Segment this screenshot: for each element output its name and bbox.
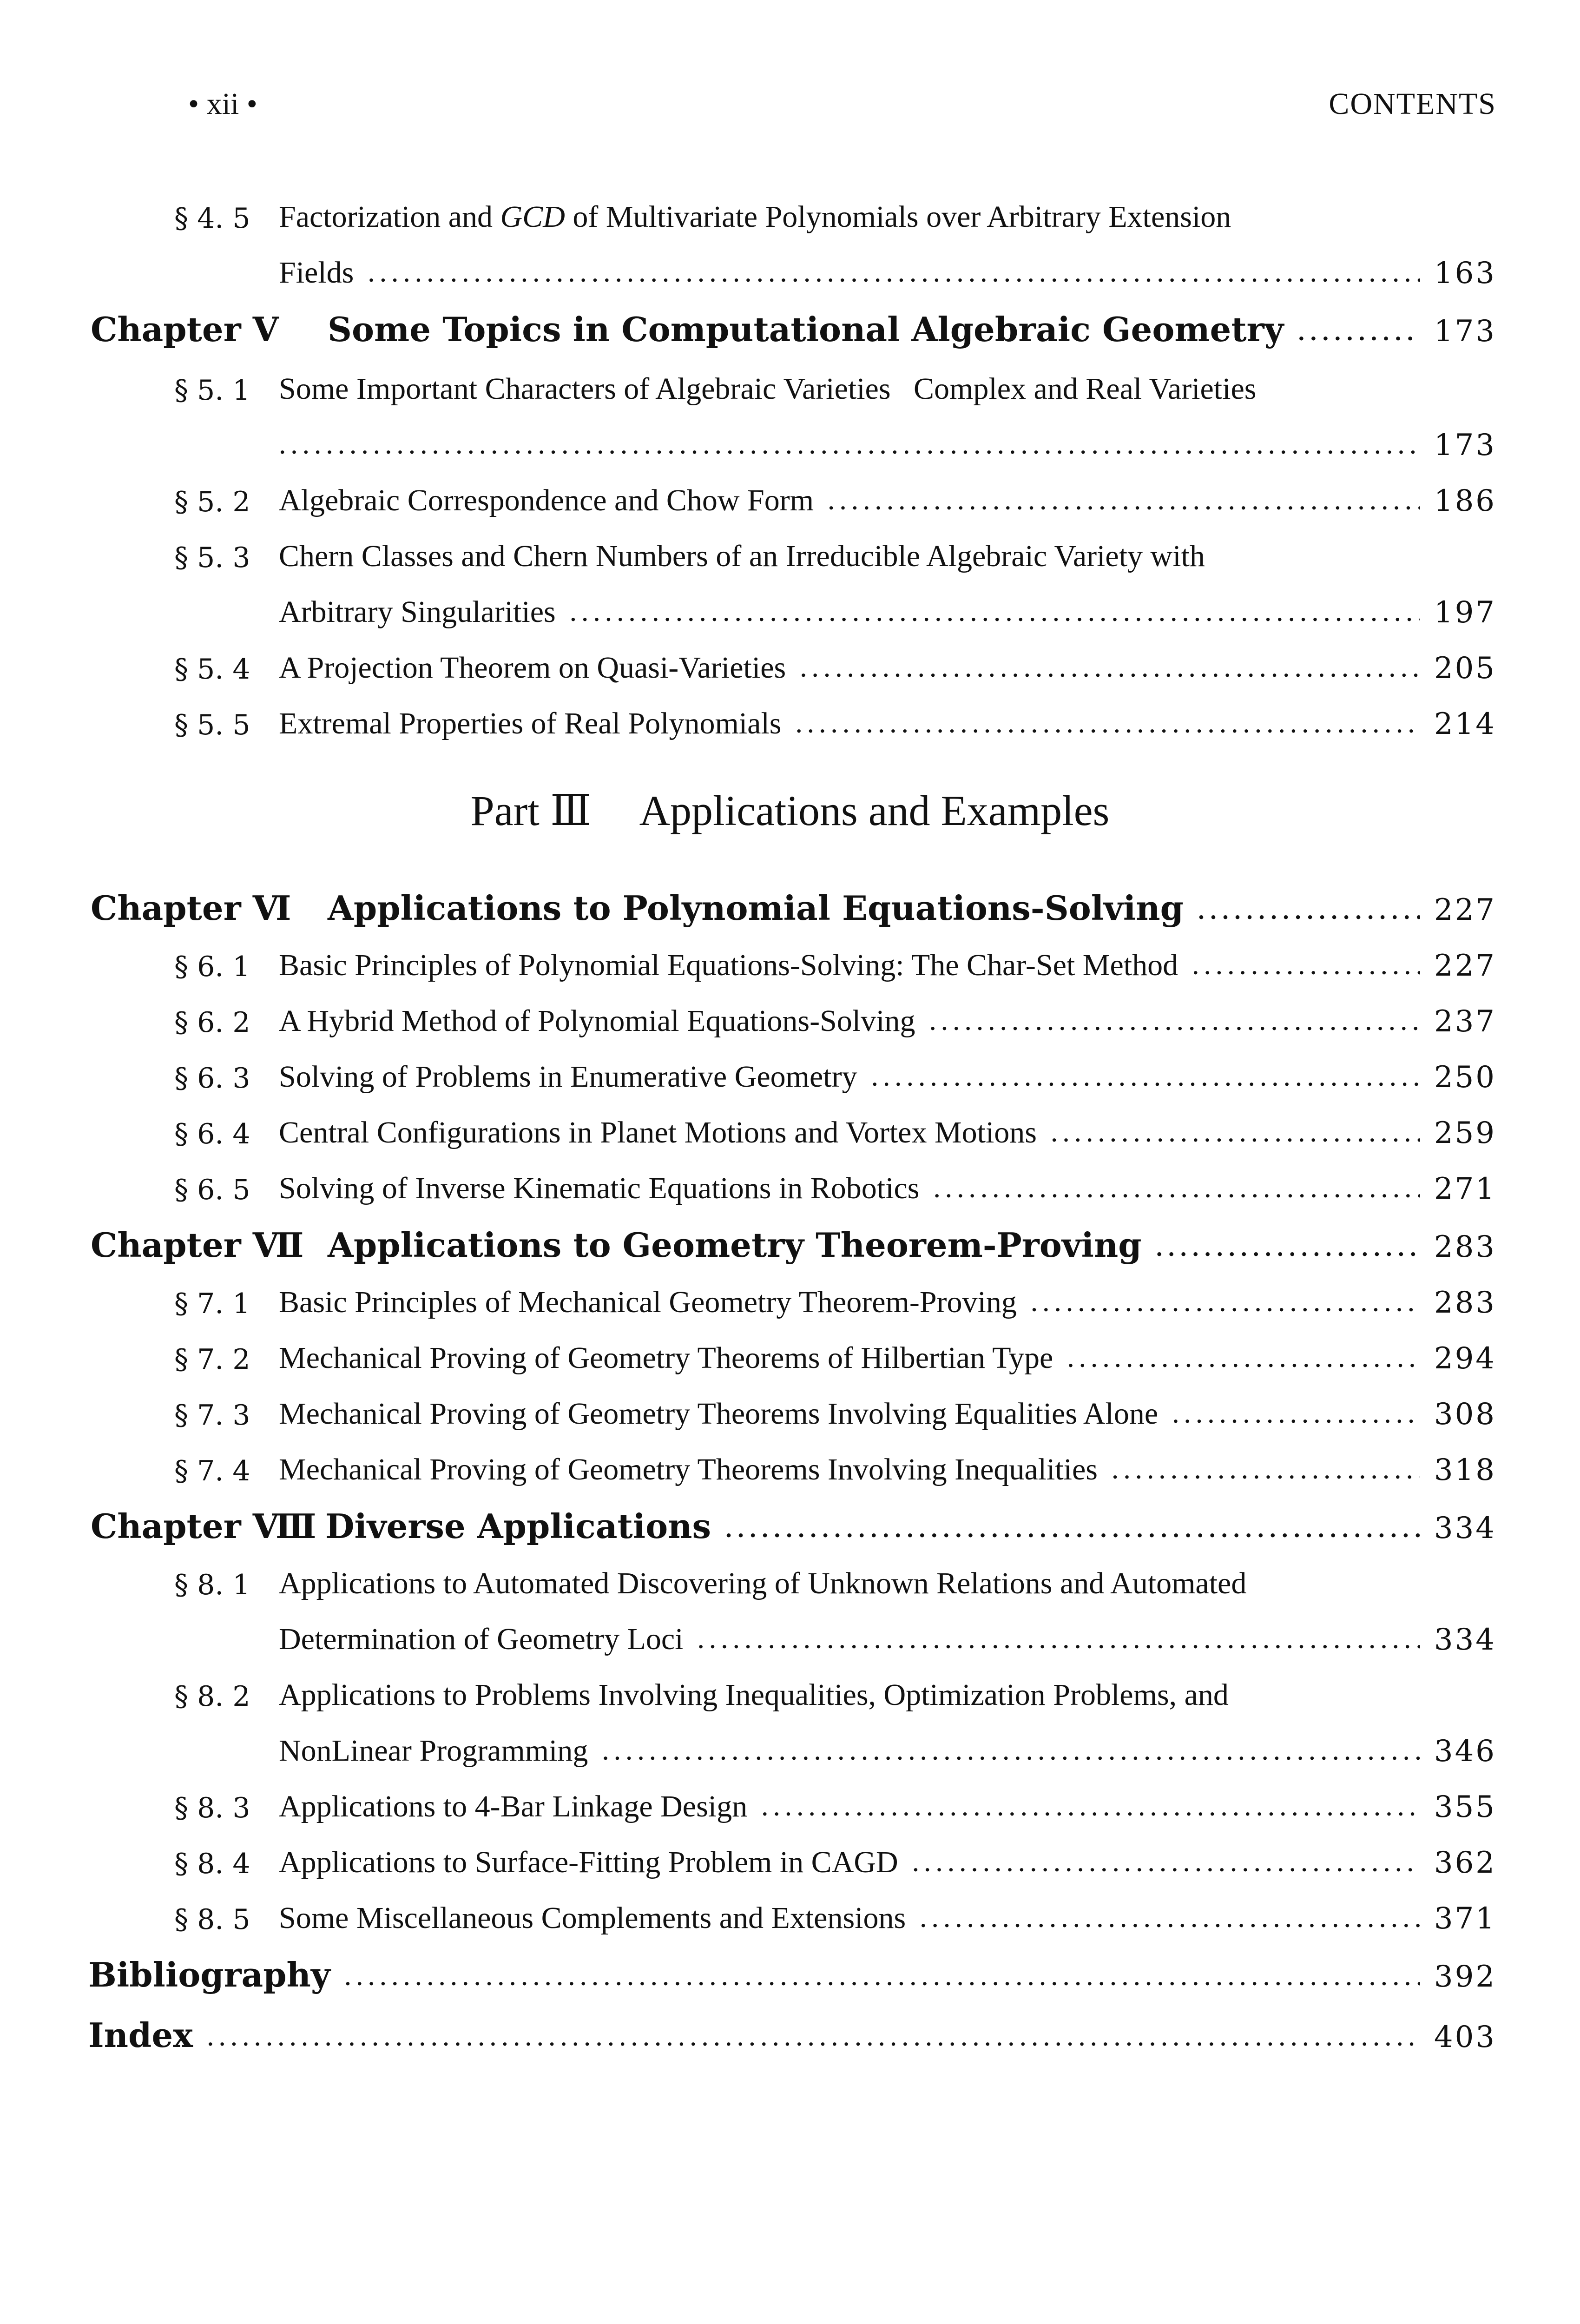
dot-leader <box>725 1515 1420 1543</box>
section-number: § 5. 5 <box>174 709 250 741</box>
page-ref: 271 <box>1434 1172 1496 1206</box>
dot-leader <box>602 1738 1420 1766</box>
chapter-number: Chapter Ⅴ <box>91 310 279 349</box>
chapter-number: Chapter Ⅵ <box>91 888 291 928</box>
toc-chapter-6[interactable] <box>91 874 1496 928</box>
toc-section-5-1[interactable] <box>174 353 1496 407</box>
page-ref: 250 <box>1434 1060 1496 1095</box>
chapter-title: Diverse Applications <box>325 1506 711 1546</box>
section-number: § 6. 4 <box>174 1118 250 1150</box>
toc-section-8-2-cont[interactable] <box>279 1715 1496 1769</box>
section-number: § 5. 1 <box>174 374 250 407</box>
page-ref: 334 <box>1434 1623 1496 1657</box>
dot-leader <box>207 2024 1420 2052</box>
dot-leader <box>570 600 1420 627</box>
page-ref: 205 <box>1434 651 1496 686</box>
dot-leader <box>933 1176 1420 1204</box>
toc-section-5-5[interactable] <box>174 688 1496 739</box>
bibliography-title: Bibliography <box>88 1955 330 1994</box>
page-ref: 283 <box>1434 1230 1496 1264</box>
toc-section-7-2[interactable] <box>174 1322 1496 1376</box>
dot-leader <box>344 1964 1420 1992</box>
section-title: Algebraic Correspondence and Chow Form <box>279 483 814 517</box>
section-title: Applications to Surface-Fitting Problem in CAGD <box>279 1845 898 1879</box>
dot-leader <box>828 488 1420 516</box>
toc-section-5-3[interactable] <box>174 521 1496 572</box>
section-number: § 8. 2 <box>174 1680 250 1713</box>
section-number: § 6. 3 <box>174 1062 250 1095</box>
dot-leader <box>920 1906 1420 1934</box>
dot-leader <box>912 1850 1420 1878</box>
section-title: A Projection Theorem on Quasi-Varieties <box>279 651 786 685</box>
toc-chapter-7[interactable] <box>91 1211 1496 1265</box>
page-ref: 362 <box>1434 1846 1496 1880</box>
section-title-continued: NonLinear Programming <box>279 1734 588 1768</box>
section-number: § 7. 3 <box>174 1399 250 1432</box>
part-title: Applications and Examples <box>639 787 1110 834</box>
toc-section-5-3-cont[interactable] <box>279 576 1496 630</box>
section-title: Factorization and GCD of Multivariate Polynomials over Arbitrary Extension <box>279 200 1231 234</box>
toc-section-8-5[interactable] <box>174 1882 1496 1934</box>
chapter-title: Some Topics in Computational Algebraic Geometry <box>328 310 1284 349</box>
section-title-continued: Fields <box>279 256 354 290</box>
part-number: Part Ⅲ <box>470 787 592 834</box>
toc-section-6-3[interactable] <box>174 1041 1496 1095</box>
section-number: § 4. 5 <box>174 202 250 235</box>
section-title: Some Miscellaneous Complements and Extensions <box>279 1901 906 1935</box>
section-number: § 8. 5 <box>174 1903 250 1936</box>
section-title: Applications to Automated Discovering of Unknown Relations and Automated <box>279 1566 1247 1600</box>
toc-section-8-2[interactable] <box>174 1659 1496 1713</box>
toc-bibliography[interactable] <box>88 1941 1496 1992</box>
page-ref: 227 <box>1434 893 1496 927</box>
page-ref: 163 <box>1434 256 1496 290</box>
toc-section-6-2[interactable] <box>174 985 1496 1037</box>
dot-leader <box>1112 1457 1420 1485</box>
dot-leader <box>279 432 1420 460</box>
dot-leader <box>929 1009 1420 1037</box>
toc-section-7-3[interactable] <box>174 1378 1496 1432</box>
page-ref: 294 <box>1434 1341 1496 1376</box>
chapter-title: Applications to Geometry Theorem-Proving <box>328 1225 1142 1265</box>
page-ref: 371 <box>1434 1901 1496 1936</box>
dot-leader <box>1156 1234 1420 1262</box>
section-number: § 5. 4 <box>174 653 250 686</box>
toc-section-6-5[interactable] <box>174 1153 1496 1204</box>
toc-section-8-3[interactable] <box>174 1771 1496 1822</box>
page-ref: 186 <box>1434 484 1496 518</box>
section-title: Mechanical Proving of Geometry Theorems Involving Inequalities <box>279 1452 1098 1486</box>
part-heading <box>0 786 1580 835</box>
section-number: § 5. 3 <box>174 541 250 574</box>
page-ref: 283 <box>1434 1286 1496 1320</box>
toc-index[interactable] <box>88 2001 1496 2055</box>
section-number: § 7. 1 <box>174 1287 250 1320</box>
section-title: Some Important Characters of Algebraic Varieties Complex and Real Varieties <box>279 372 1257 406</box>
section-number: § 6. 1 <box>174 951 250 983</box>
section-number: § 8. 3 <box>174 1792 250 1824</box>
toc-section-5-2[interactable] <box>174 465 1496 516</box>
toc-section-4-5[interactable] <box>174 181 1496 235</box>
toc-section-6-1[interactable] <box>174 930 1496 981</box>
page-ref: 173 <box>1434 314 1496 349</box>
section-title-continued: Determination of Geometry Loci <box>279 1622 684 1656</box>
dot-leader <box>1031 1290 1420 1318</box>
page-ref: 214 <box>1434 707 1496 741</box>
section-number: § 6. 2 <box>174 1006 250 1039</box>
section-number: § 6. 5 <box>174 1174 250 1206</box>
chapter-number: Chapter Ⅷ <box>91 1506 316 1546</box>
toc-section-5-4[interactable] <box>174 632 1496 686</box>
section-title: Chern Classes and Chern Numbers of an Irreducible Algebraic Variety with <box>279 539 1205 573</box>
running-title: CONTENTS <box>1329 87 1496 121</box>
toc-section-6-4[interactable] <box>174 1097 1496 1148</box>
index-title: Index <box>88 2015 193 2055</box>
dot-leader <box>1198 897 1420 925</box>
section-title-continued: Arbitrary Singularities <box>279 595 556 629</box>
dot-leader <box>1051 1120 1420 1148</box>
section-title: Applications to Problems Involving Inequalities, Optimization Problems, and <box>279 1678 1229 1712</box>
dot-leader <box>795 711 1420 739</box>
section-number: § 7. 4 <box>174 1455 250 1487</box>
section-title: Solving of Inverse Kinematic Equations in Robotics <box>279 1171 920 1205</box>
page-number: • xii • <box>188 87 257 121</box>
page-ref: 334 <box>1434 1511 1496 1545</box>
section-title: Extremal Properties of Real Polynomials <box>279 706 782 740</box>
section-title: Solving of Problems in Enumerative Geometry <box>279 1060 857 1094</box>
page-ref: 308 <box>1434 1397 1496 1432</box>
page-ref: 259 <box>1434 1116 1496 1150</box>
page-ref: 318 <box>1434 1453 1496 1487</box>
section-title: Mechanical Proving of Geometry Theorems Involving Equalities Alone <box>279 1397 1159 1431</box>
dot-leader <box>1067 1346 1420 1373</box>
toc-chapter-5[interactable] <box>91 295 1496 349</box>
dot-leader <box>1172 1401 1420 1429</box>
dot-leader <box>871 1064 1420 1092</box>
section-number: § 8. 1 <box>174 1569 250 1601</box>
dot-leader <box>800 655 1420 683</box>
chapter-number: Chapter Ⅶ <box>91 1225 304 1265</box>
page-ref: 227 <box>1434 949 1496 983</box>
section-title: Basic Principles of Mechanical Geometry Theorem-Proving <box>279 1285 1017 1319</box>
section-title: Applications to 4-Bar Linkage Design <box>279 1789 748 1823</box>
page-ref: 392 <box>1434 1960 1496 1994</box>
toc-section-7-4[interactable] <box>174 1434 1496 1485</box>
chapter-title: Applications to Polynomial Equations-Solving <box>328 888 1184 928</box>
toc-section-5-1-cont[interactable] <box>279 409 1496 460</box>
dot-leader <box>1192 953 1420 981</box>
toc-section-7-1[interactable] <box>174 1267 1496 1318</box>
dot-leader <box>698 1627 1420 1655</box>
page-ref: 237 <box>1434 1004 1496 1039</box>
section-number: § 8. 4 <box>174 1848 250 1880</box>
section-title: Mechanical Proving of Geometry Theorems of Hilbertian Type <box>279 1341 1053 1375</box>
toc-section-8-1[interactable] <box>174 1548 1496 1599</box>
dot-leader <box>761 1794 1420 1822</box>
page-ref: 346 <box>1434 1734 1496 1769</box>
section-number: § 5. 2 <box>174 486 250 518</box>
toc-section-4-5-cont[interactable] <box>279 237 1496 288</box>
section-title: A Hybrid Method of Polynomial Equations-Solving <box>279 1004 915 1038</box>
toc-section-8-4[interactable] <box>174 1827 1496 1878</box>
section-title: Central Configurations in Planet Motions and Vortex Motions <box>279 1116 1037 1149</box>
toc-chapter-8[interactable] <box>91 1492 1496 1546</box>
section-number: § 7. 2 <box>174 1343 250 1376</box>
page-ref: 403 <box>1434 2020 1496 2054</box>
toc-section-8-1-cont[interactable] <box>279 1604 1496 1655</box>
dot-leader <box>368 260 1420 288</box>
page-ref: 355 <box>1434 1790 1496 1824</box>
page-ref: 173 <box>1434 428 1496 462</box>
page-ref: 197 <box>1434 595 1496 630</box>
dot-leader <box>1297 318 1420 346</box>
page-header <box>0 86 1580 124</box>
section-title: Basic Principles of Polynomial Equations-Solving: The Char-Set Method <box>279 948 1178 982</box>
